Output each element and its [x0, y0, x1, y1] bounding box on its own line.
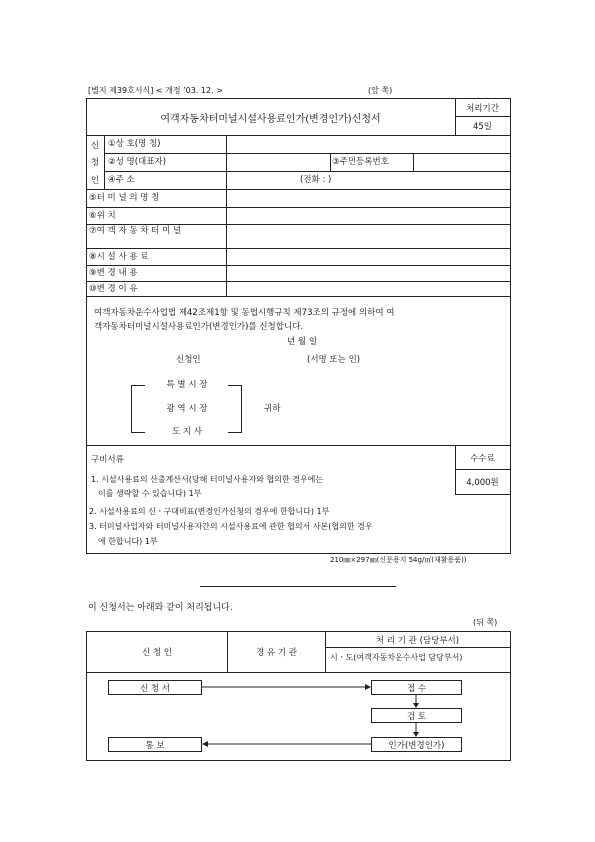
signature-or-seal: (서명 또는 인) [307, 355, 361, 365]
input-facility-fee[interactable] [227, 249, 509, 265]
fee-value: 4,000원 [466, 478, 499, 488]
label-business-name: ①상 호(명 칭) [108, 139, 161, 150]
label-terminal-name: ⑤터 미 널 의 명 칭 [89, 193, 160, 204]
document-item-3-cont: 에 한합니다) 1부 [98, 537, 158, 546]
required-documents-title: 구비서류 [91, 455, 124, 465]
back-side-label: (뒤 쪽) [473, 618, 498, 627]
fee-label: 수수료 [470, 453, 495, 464]
label-phone: (전화 : ) [300, 175, 332, 186]
label-location: ⑥위 치 [89, 210, 116, 221]
document-item-1: 1. 시설사용료의 산출계산서(당해 터미널사용자와 협의한 경우에는 [91, 475, 324, 484]
label-representative: ②성 명(대표자) [108, 157, 167, 168]
process-intro: 이 신청서는 아래와 같이 처리됩니다. [88, 603, 233, 613]
col-applicant: 신 청 인 [141, 648, 173, 658]
flow-receive-box: 접 수 [371, 680, 462, 695]
application-date: 년 월 일 [287, 337, 318, 347]
flow-approval-box: 인가(변경인가) [371, 737, 462, 752]
col-via-agency: 경 유 기 관 [256, 648, 297, 658]
applicant-signature-label: 신청인 [176, 355, 201, 365]
document-item-2: 2. 시설사용료의 신ㆍ구대비표(변경인가신청의 경우에 한합니다) 1부 [89, 507, 330, 516]
paper-spec: 210㎜×297㎜(신문용지 54g/㎡(재활용품)) [330, 556, 467, 564]
flow-notify-box: 통 보 [108, 737, 202, 752]
addressee-city-mayor: 광 역 시 장 [166, 404, 208, 414]
addressee-suffix: 귀하 [264, 404, 281, 414]
input-resident-number[interactable] [414, 154, 509, 171]
label-terminal-type: ⑦여 객 자 동 차 터 미 널 [89, 226, 182, 236]
addressee-governor: 도 지 사 [171, 427, 203, 437]
label-change-reason: ⑩변 경 이 유 [89, 283, 138, 294]
label-change-details: ⑨변 경 내 용 [89, 268, 138, 279]
input-terminal-name[interactable] [227, 190, 509, 207]
statement-line-1: 여객자동차운수사업법 제42조제1항 및 동법시행규칙 제73조의 규정에 의하여 여 [94, 308, 395, 318]
document-item-1-cont: 이를 생략할 수 있습니다) 1부 [98, 489, 202, 498]
input-representative[interactable] [227, 154, 330, 171]
input-change-reason[interactable] [227, 282, 509, 296]
col-processing-agency: 처 리 기 관 (담당부서) [375, 635, 460, 646]
processing-period-value: 45일 [472, 122, 493, 132]
form-title: 여객자동차터미널시설사용료인가(변경인가)신청서 [160, 113, 381, 125]
label-resident-number: ③주민등록번호 [332, 157, 389, 168]
section-separator [200, 586, 396, 587]
page-side-label: (앞 쪽) [368, 86, 393, 95]
input-terminal-type[interactable] [227, 225, 509, 248]
addressee-metropolitan-mayor: 특 별 시 장 [166, 380, 208, 390]
flow-application-box: 신 청 서 [108, 680, 202, 695]
form-code: [별지 제39호서식] < 개정 ’03. 12. > [88, 86, 223, 95]
input-business-name[interactable] [227, 136, 509, 153]
input-location[interactable] [227, 208, 509, 224]
applicant-section-label: 신 청 인 [90, 140, 100, 187]
input-change-details[interactable] [227, 266, 509, 281]
label-address: ④주 소 [108, 175, 135, 186]
col-processing-dept: 시ㆍ도(여객자동차운수사업 담당부서) [330, 653, 463, 662]
flow-review-box: 검 토 [371, 708, 462, 723]
processing-period-label: 처리기간 [466, 103, 499, 114]
flow-arrows [86, 672, 510, 758]
label-facility-fee: ⑧시 설 사 용 료 [89, 251, 149, 262]
statement-line-2: 객자동차터미널시설사용료인가(변경인가)를 신청합니다. [94, 322, 304, 332]
document-item-3: 3. 터미널사업자와 터미널사용자간의 시설사용료에 관한 협의서 사본(협의한 경우 [89, 522, 373, 531]
